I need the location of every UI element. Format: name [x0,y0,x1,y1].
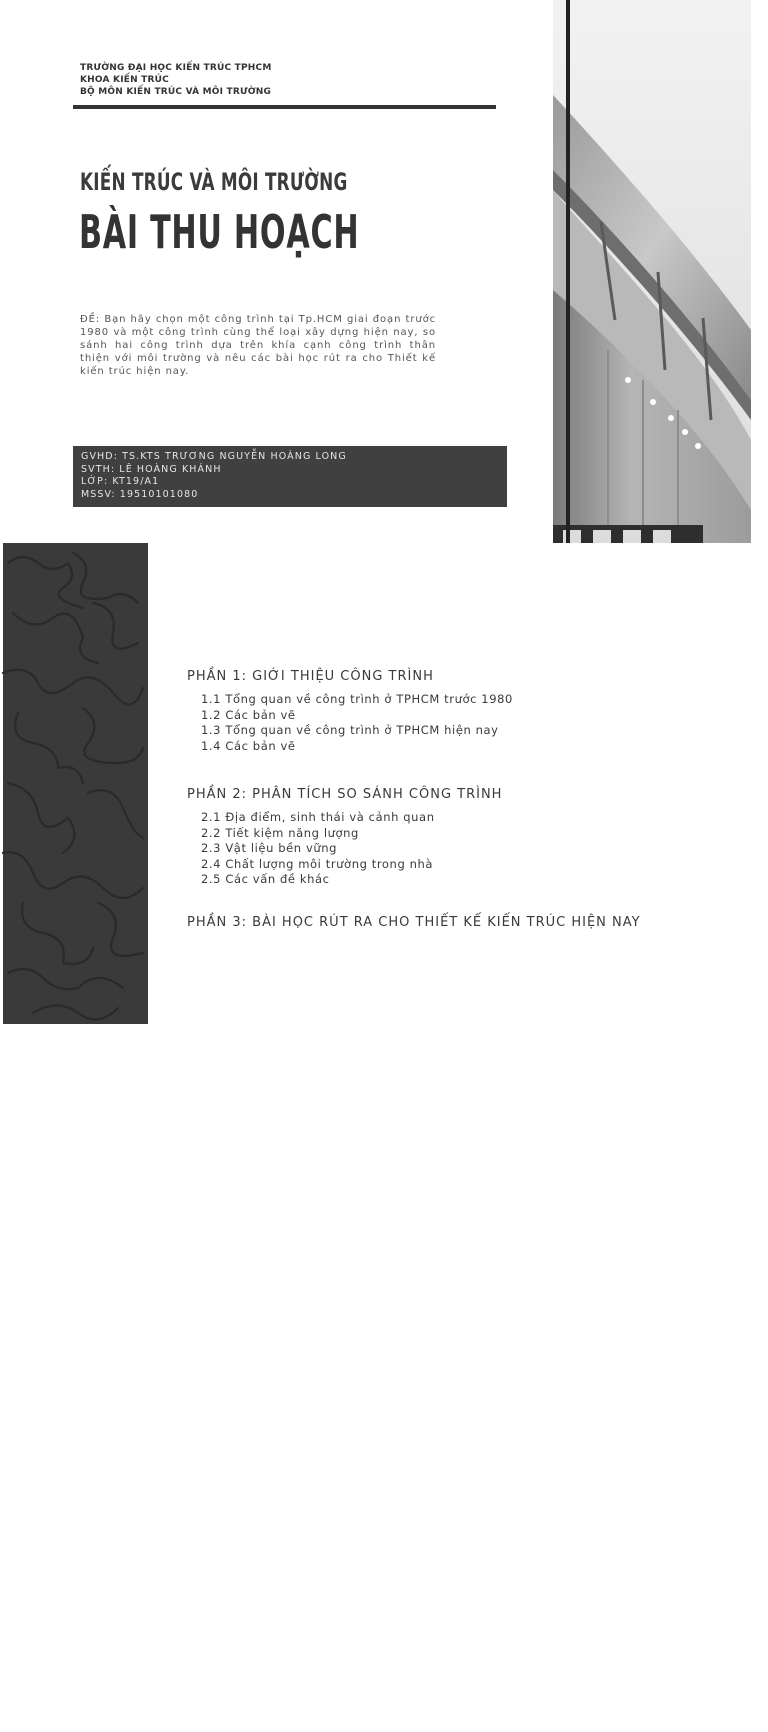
toc-section-2 [187,786,641,888]
table-of-contents [187,668,641,932]
squiggle-pattern [3,543,148,1024]
student-info-box [73,446,507,507]
toc-item: 1.3 Tổng quan về công trình ở TPHCM hiện nay [201,723,499,737]
toc-item: 2.3 Vật liệu bền vững [201,841,338,855]
toc-section-3 [187,914,641,932]
toc-side-panel [3,543,163,1732]
toc-heading: PHẦN 1: GIỚI THIỆU CÔNG TRÌNH [187,669,434,684]
toc-side-title: MỤC LỤC [25,1105,163,1732]
course-subtitle: KIẾN TRÚC VÀ MÔI TRƯỜNG [80,168,348,196]
assignment-prompt: ĐỀ: Bạn hãy chọn một công trình tại Tp.HCM giai đoạn trước 1980 và một công trình cùng thể loại xây dựng hiện nay, so sánh hai công trình dựa trên khía cạnh công trình thân thiện với môi trường và nêu các bài học rút ra cho Thiết kế kiến trúc hiện nay. [80,314,436,377]
toc-item: 1.2 Các bản vẽ [201,707,296,722]
page-title: BÀI THU HOẠCH [79,205,360,259]
department-name: BỘ MÔN KIẾN TRÚC VÀ MÔI TRƯỜNG [80,87,272,97]
decorative-vertical-rule [566,0,570,543]
toc-item: 2.1 Địa điểm, sinh thái và cảnh quan [201,810,435,824]
toc-item: 1.4 Các bản vẽ [201,738,296,753]
toc-heading: PHẦN 2: PHÂN TÍCH SO SÁNH CÔNG TRÌNH [187,787,503,802]
student-line: SVTH: LÊ HOÀNG KHÁNH [81,463,222,475]
toc-item: 2.5 Các vấn đề khác [201,872,330,886]
class-line: LỚP: KT19/A1 [81,476,160,487]
architecture-photo [553,0,751,543]
toc-section-1 [187,668,641,754]
instructor-line: GVHD: TS.KTS TRƯƠNG NGUYỄN HOÀNG LONG [81,451,347,462]
header-divider [73,105,496,109]
toc-item: 2.4 Chất lượng môi trường trong nhà [201,856,434,871]
toc-heading: PHẦN 3: BÀI HỌC RÚT RA CHO THIẾT KẾ KIẾN TRÚC HIỆN NAY [187,914,641,930]
faculty-name: KHOA KIẾN TRÚC [80,75,169,85]
institution-header [80,62,272,98]
toc-item: 1.1 Tổng quan về công trình ở TPHCM trước 1980 [201,692,513,706]
university-name: TRƯỜNG ĐẠI HỌC KIẾN TRÚC TPHCM [80,63,272,73]
toc-item: 2.2 Tiết kiệm năng lượng [201,825,359,840]
student-id-line: MSSV: 19510101080 [81,488,199,500]
